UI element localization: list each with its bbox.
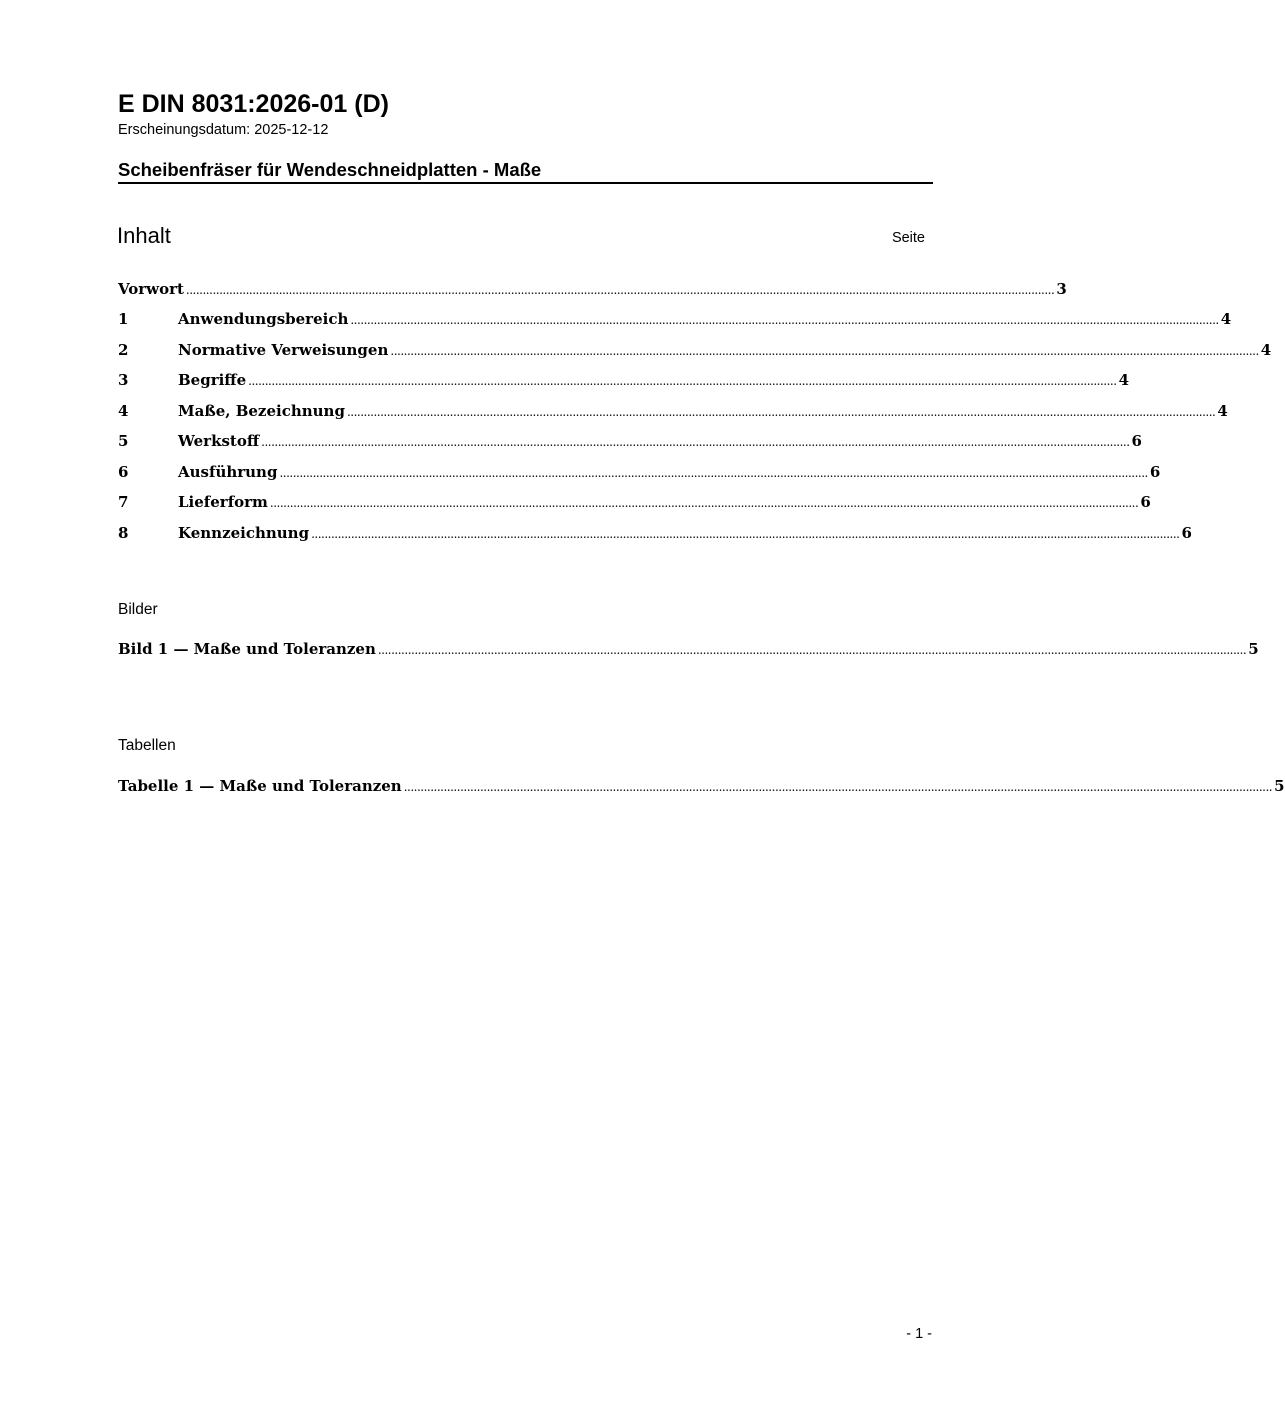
toc-entry-number: 4: [118, 402, 129, 420]
toc-entry-text: Normative Verweisungen: [178, 341, 389, 359]
toc-leader: ......................................................................................................................................................................................................................................................................: [350, 313, 1219, 327]
toc-entry-page: 4: [1220, 310, 1232, 328]
toc-leader: ......................................................................................................................................................................................................................................................................: [403, 780, 1273, 794]
toc-entry-text: Maße, Bezeichnung: [178, 402, 345, 420]
toc-leader: ......................................................................................................................................................................................................................................................................: [346, 405, 1216, 419]
page-number: - 1 -: [906, 1326, 932, 1342]
page-column-label: Seite: [891, 230, 925, 246]
toc-entry-number: 1: [118, 310, 129, 328]
tables-heading: Tabellen: [118, 737, 176, 754]
toc-leader: ......................................................................................................................................................................................................................................................................: [269, 496, 1139, 510]
toc-entry-text: Vorwort: [118, 280, 184, 298]
figure-entry-text: Bild 1 — Maße und Toleranzen: [118, 640, 376, 658]
toc-entry-page: 6: [1181, 524, 1192, 542]
toc-leader: ......................................................................................................................................................................................................................................................................: [390, 344, 1259, 358]
toc-leader: ......................................................................................................................................................................................................................................................................: [185, 283, 1055, 297]
toc-entry-page: 6: [1140, 493, 1151, 511]
toc-leader: ......................................................................................................................................................................................................................................................................: [279, 466, 1148, 480]
toc-entry-page: 6: [1131, 432, 1142, 450]
publication-date: Erscheinungsdatum: 2025-12-12: [118, 122, 329, 138]
figures-heading: Bilder: [118, 601, 158, 618]
table-entry-text: Tabelle 1 — Maße und Toleranzen: [118, 777, 402, 795]
toc-leader: ......................................................................................................................................................................................................................................................................: [377, 643, 1247, 657]
toc-entry-8[interactable]: [118, 522, 1192, 544]
toc-entry-number: 2: [118, 341, 129, 359]
toc-entry-page: 3: [1056, 280, 1067, 298]
toc-entry-text: Ausführung: [178, 463, 278, 481]
toc-leader: ......................................................................................................................................................................................................................................................................: [248, 374, 1117, 388]
toc-leader: ......................................................................................................................................................................................................................................................................: [311, 527, 1180, 541]
toc-entry-number: 3: [118, 371, 129, 389]
toc-entry-number: 6: [118, 463, 129, 481]
toc-entry-number: 5: [118, 432, 129, 450]
toc-heading: Inhalt: [117, 223, 171, 248]
toc-entry-text: Anwendungsbereich: [178, 310, 349, 328]
table-entry-1[interactable]: [118, 775, 1285, 797]
toc-entry-page: 6: [1149, 463, 1161, 481]
document-id: E DIN 8031:2026-01 (D): [118, 90, 389, 118]
toc-entry-text: Lieferform: [178, 493, 268, 511]
document-title: Scheibenfräser für Wendeschneidplatten - Maße: [118, 159, 542, 180]
toc-entry-3[interactable]: [118, 369, 1129, 391]
figure-entry-page: 5: [1248, 640, 1259, 658]
toc-entry-5[interactable]: [118, 430, 1142, 452]
toc-leader: ......................................................................................................................................................................................................................................................................: [261, 435, 1130, 449]
toc-entry-page: 4: [1260, 341, 1272, 359]
toc-entry-text: Kennzeichnung: [178, 524, 310, 542]
toc-entry-page: 4: [1118, 371, 1129, 389]
toc-entry-number: 8: [118, 524, 129, 542]
toc-entry-1[interactable]: [118, 308, 1232, 330]
toc-entry-6[interactable]: [118, 461, 1161, 483]
toc-entry-vorwort[interactable]: [118, 278, 1067, 300]
toc-entry-page: 4: [1217, 402, 1228, 420]
toc-entry-4[interactable]: [118, 400, 1228, 422]
toc-entry-7[interactable]: [118, 491, 1151, 513]
toc-entry-number: 7: [118, 493, 129, 511]
toc-entry-text: Begriffe: [178, 371, 247, 389]
title-rule: [118, 182, 933, 184]
toc-entry-text: Werkstoff: [178, 432, 260, 450]
toc-entry-2[interactable]: [118, 339, 1272, 361]
table-entry-page: 5: [1274, 777, 1285, 795]
figure-entry-1[interactable]: [118, 638, 1259, 660]
